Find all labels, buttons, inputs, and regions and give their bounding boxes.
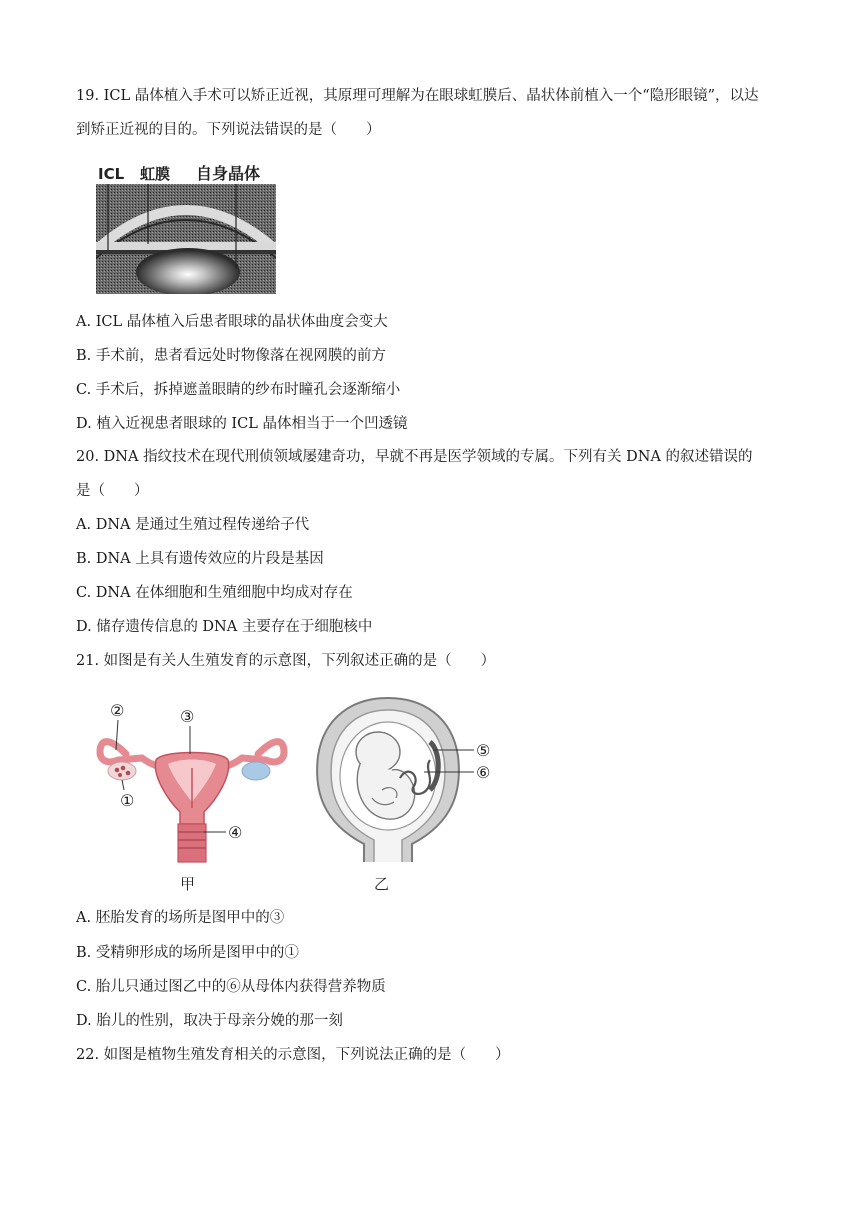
q21-stem: 21. 如图是有关人生殖发育的示意图，下列叙述正确的是（ ） xyxy=(76,653,496,669)
q20-option-c: C. DNA 在体细胞和生殖细胞中均成对存在 xyxy=(76,585,353,601)
q19-option-c: C. 手术后，拆掉遮盖眼睛的纱布时瞳孔会逐渐缩小 xyxy=(76,382,401,398)
marker-6: ⑥ xyxy=(476,763,491,782)
q20-stem-line1: 20. DNA 指纹技术在现代刑侦领域屡建奇功，早就不再是医学领域的专属。下列有关 DNA 的叙述错误的 xyxy=(76,449,753,465)
marker-4: ④ xyxy=(228,823,243,842)
q21-option-c: C. 胎儿只通过图乙中的⑥从母体内获得营养物质 xyxy=(76,979,386,995)
q21-figure-jia xyxy=(92,698,292,898)
q20-stem-line2: 是（ ） xyxy=(76,483,149,499)
q19-option-d: D. 植入近视患者眼球的 ICL 晶体相当于一个凹透镜 xyxy=(76,416,408,432)
marker-3: ③ xyxy=(180,707,195,726)
figure-yi-label: 乙 xyxy=(374,875,390,893)
q19-eye-icl-figure xyxy=(96,162,276,294)
marker-1: ① xyxy=(120,791,135,810)
figure-jia-label: 甲 xyxy=(180,875,196,893)
own-lens-label: 自身晶体 xyxy=(196,164,261,183)
q19-option-a: A. ICL 晶体植入后患者眼球的晶状体曲度会变大 xyxy=(76,314,388,330)
q21-option-b: B. 受精卵形成的场所是图甲中的① xyxy=(76,945,299,961)
icl-label: ICL xyxy=(98,165,125,183)
marker-2: ② xyxy=(110,701,125,720)
iris-label: 虹膜 xyxy=(140,165,171,183)
q20-option-b: B. DNA 上具有遗传效应的片段是基因 xyxy=(76,551,324,567)
marker-5: ⑤ xyxy=(476,741,491,760)
q21-option-a: A. 胚胎发育的场所是图甲中的③ xyxy=(76,910,285,926)
q21-option-d: D. 胎儿的性别，取决于母亲分娩的那一刻 xyxy=(76,1013,343,1029)
q22-stem: 22. 如图是植物生殖发育相关的示意图，下列说法正确的是（ ） xyxy=(76,1047,510,1063)
q19-stem-line1: 19. ICL 晶体植入手术可以矫正近视，其原理可理解为在眼球虹膜后、晶状体前植入一个“隐形眼镜”，以达 xyxy=(76,88,759,104)
q20-option-d: D. 储存遗传信息的 DNA 主要存在于细胞核中 xyxy=(76,619,373,635)
q20-option-a: A. DNA 是通过生殖过程传递给子代 xyxy=(76,517,310,533)
q19-stem-line2: 到矫正近视的目的。下列说法错误的是（ ） xyxy=(76,122,381,138)
q21-figure-yi xyxy=(312,694,502,866)
q19-option-b: B. 手术前，患者看远处时物像落在视网膜的前方 xyxy=(76,348,386,364)
